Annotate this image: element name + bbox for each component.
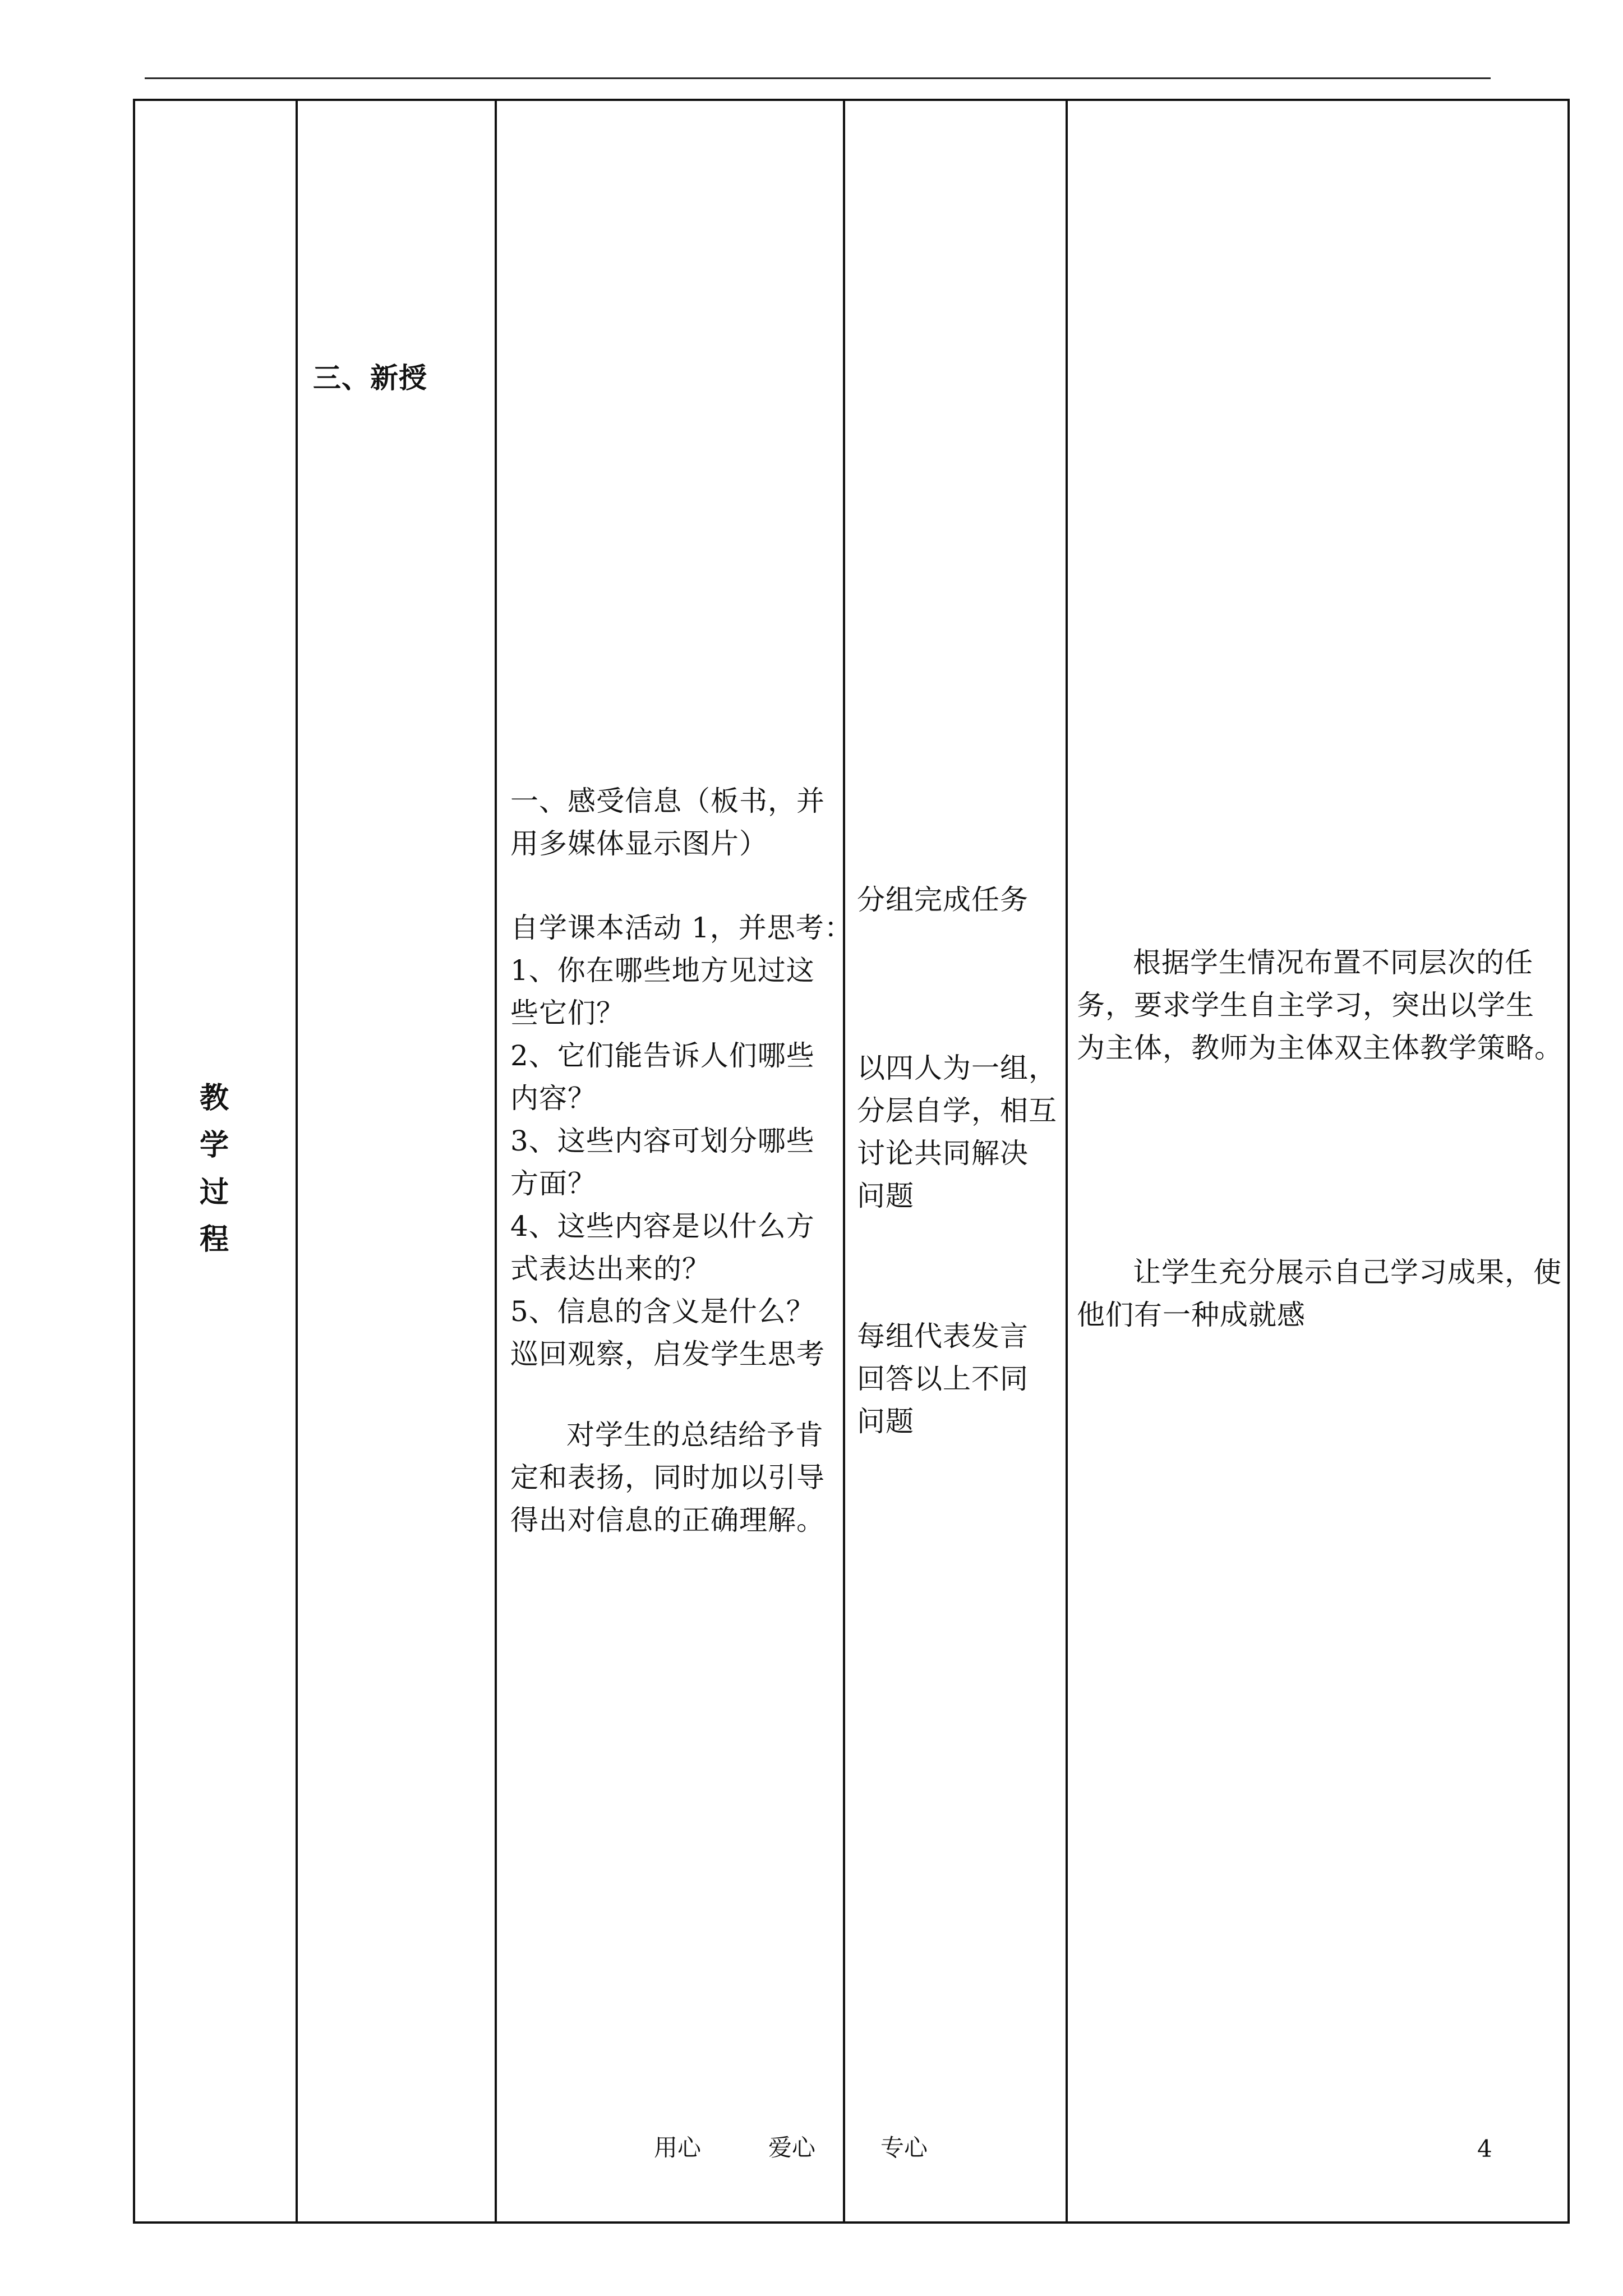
text-line: 问题 xyxy=(857,1405,914,1438)
text-line: 讨论共同解决 xyxy=(857,1137,1029,1170)
header-rule xyxy=(145,77,1491,79)
text-line: 定和表扬，同时加以引导 xyxy=(510,1461,825,1494)
footer-motto: 爱心 xyxy=(768,2134,816,2161)
text-line: 务，要求学生自主学习，突出以学生 xyxy=(1077,989,1534,1022)
text-line: 让学生充分展示自己学习成果，使 xyxy=(1133,1256,1562,1289)
text-line: 对学生的总结给予肯 xyxy=(566,1419,824,1451)
text-line: 他们有一种成就感 xyxy=(1077,1299,1306,1331)
text-line: 为主体，教师为主体双主体教学策略。 xyxy=(1077,1032,1563,1064)
text-line: 一、感受信息（板书，并 xyxy=(510,785,825,817)
footer-motto: 用心 xyxy=(654,2134,702,2161)
table-col-border xyxy=(296,99,298,2223)
text-line: 问题 xyxy=(857,1180,914,1212)
text-line: 2、它们能告诉人们哪些 xyxy=(510,1039,815,1072)
student-group-work xyxy=(857,1047,1057,1217)
design-intent-paragraph xyxy=(1077,1251,1562,1336)
page-number: 4 xyxy=(1477,2135,1492,2162)
text-line: 每组代表发言 xyxy=(857,1320,1029,1352)
design-intent-paragraph xyxy=(1077,941,1563,1069)
text-line: 根据学生情况布置不同层次的任 xyxy=(1133,946,1533,979)
table-top-border xyxy=(133,99,1570,101)
text-line: 5、信息的含义是什么？ xyxy=(510,1295,815,1328)
text-line: 式表达出来的？ xyxy=(510,1253,711,1285)
stage-title: 三、新授 xyxy=(313,361,427,394)
teacher-activity-questions xyxy=(510,907,853,1375)
text-line: 内容？ xyxy=(510,1082,596,1115)
text-line: 方面？ xyxy=(510,1167,596,1200)
table-col-border xyxy=(133,99,135,2223)
table-col-border xyxy=(495,99,497,2223)
text-line: 得出对信息的正确理解。 xyxy=(510,1504,825,1536)
table-col-border xyxy=(1066,99,1068,2223)
text-line: 分层自学，相互 xyxy=(857,1094,1057,1127)
footer-motto: 专心 xyxy=(880,2134,928,2161)
text-line: 用多媒体显示图片） xyxy=(510,827,768,860)
student-task: 分组完成任务 xyxy=(857,884,1029,916)
table-bottom-border xyxy=(133,2221,1570,2224)
text-line: 3、这些内容可划分哪些 xyxy=(510,1125,815,1157)
section-label: 教学过程 xyxy=(199,1081,229,1257)
table-col-border xyxy=(1567,99,1570,2223)
text-line: 些它们？ xyxy=(510,997,625,1029)
teacher-activity-summary xyxy=(510,1414,825,1542)
text-line: 自学课本活动 1，并思考： xyxy=(510,912,853,944)
text-line: 巡回观察，启发学生思考 xyxy=(510,1338,825,1370)
text-line: 4、这些内容是以什么方 xyxy=(510,1210,815,1243)
text-line: 回答以上不同 xyxy=(857,1363,1029,1395)
text-line: 以四人为一组， xyxy=(857,1052,1057,1084)
student-answer xyxy=(857,1315,1029,1443)
text-line: 1、你在哪些地方见过这 xyxy=(510,954,815,987)
teacher-activity-intro xyxy=(510,780,825,865)
